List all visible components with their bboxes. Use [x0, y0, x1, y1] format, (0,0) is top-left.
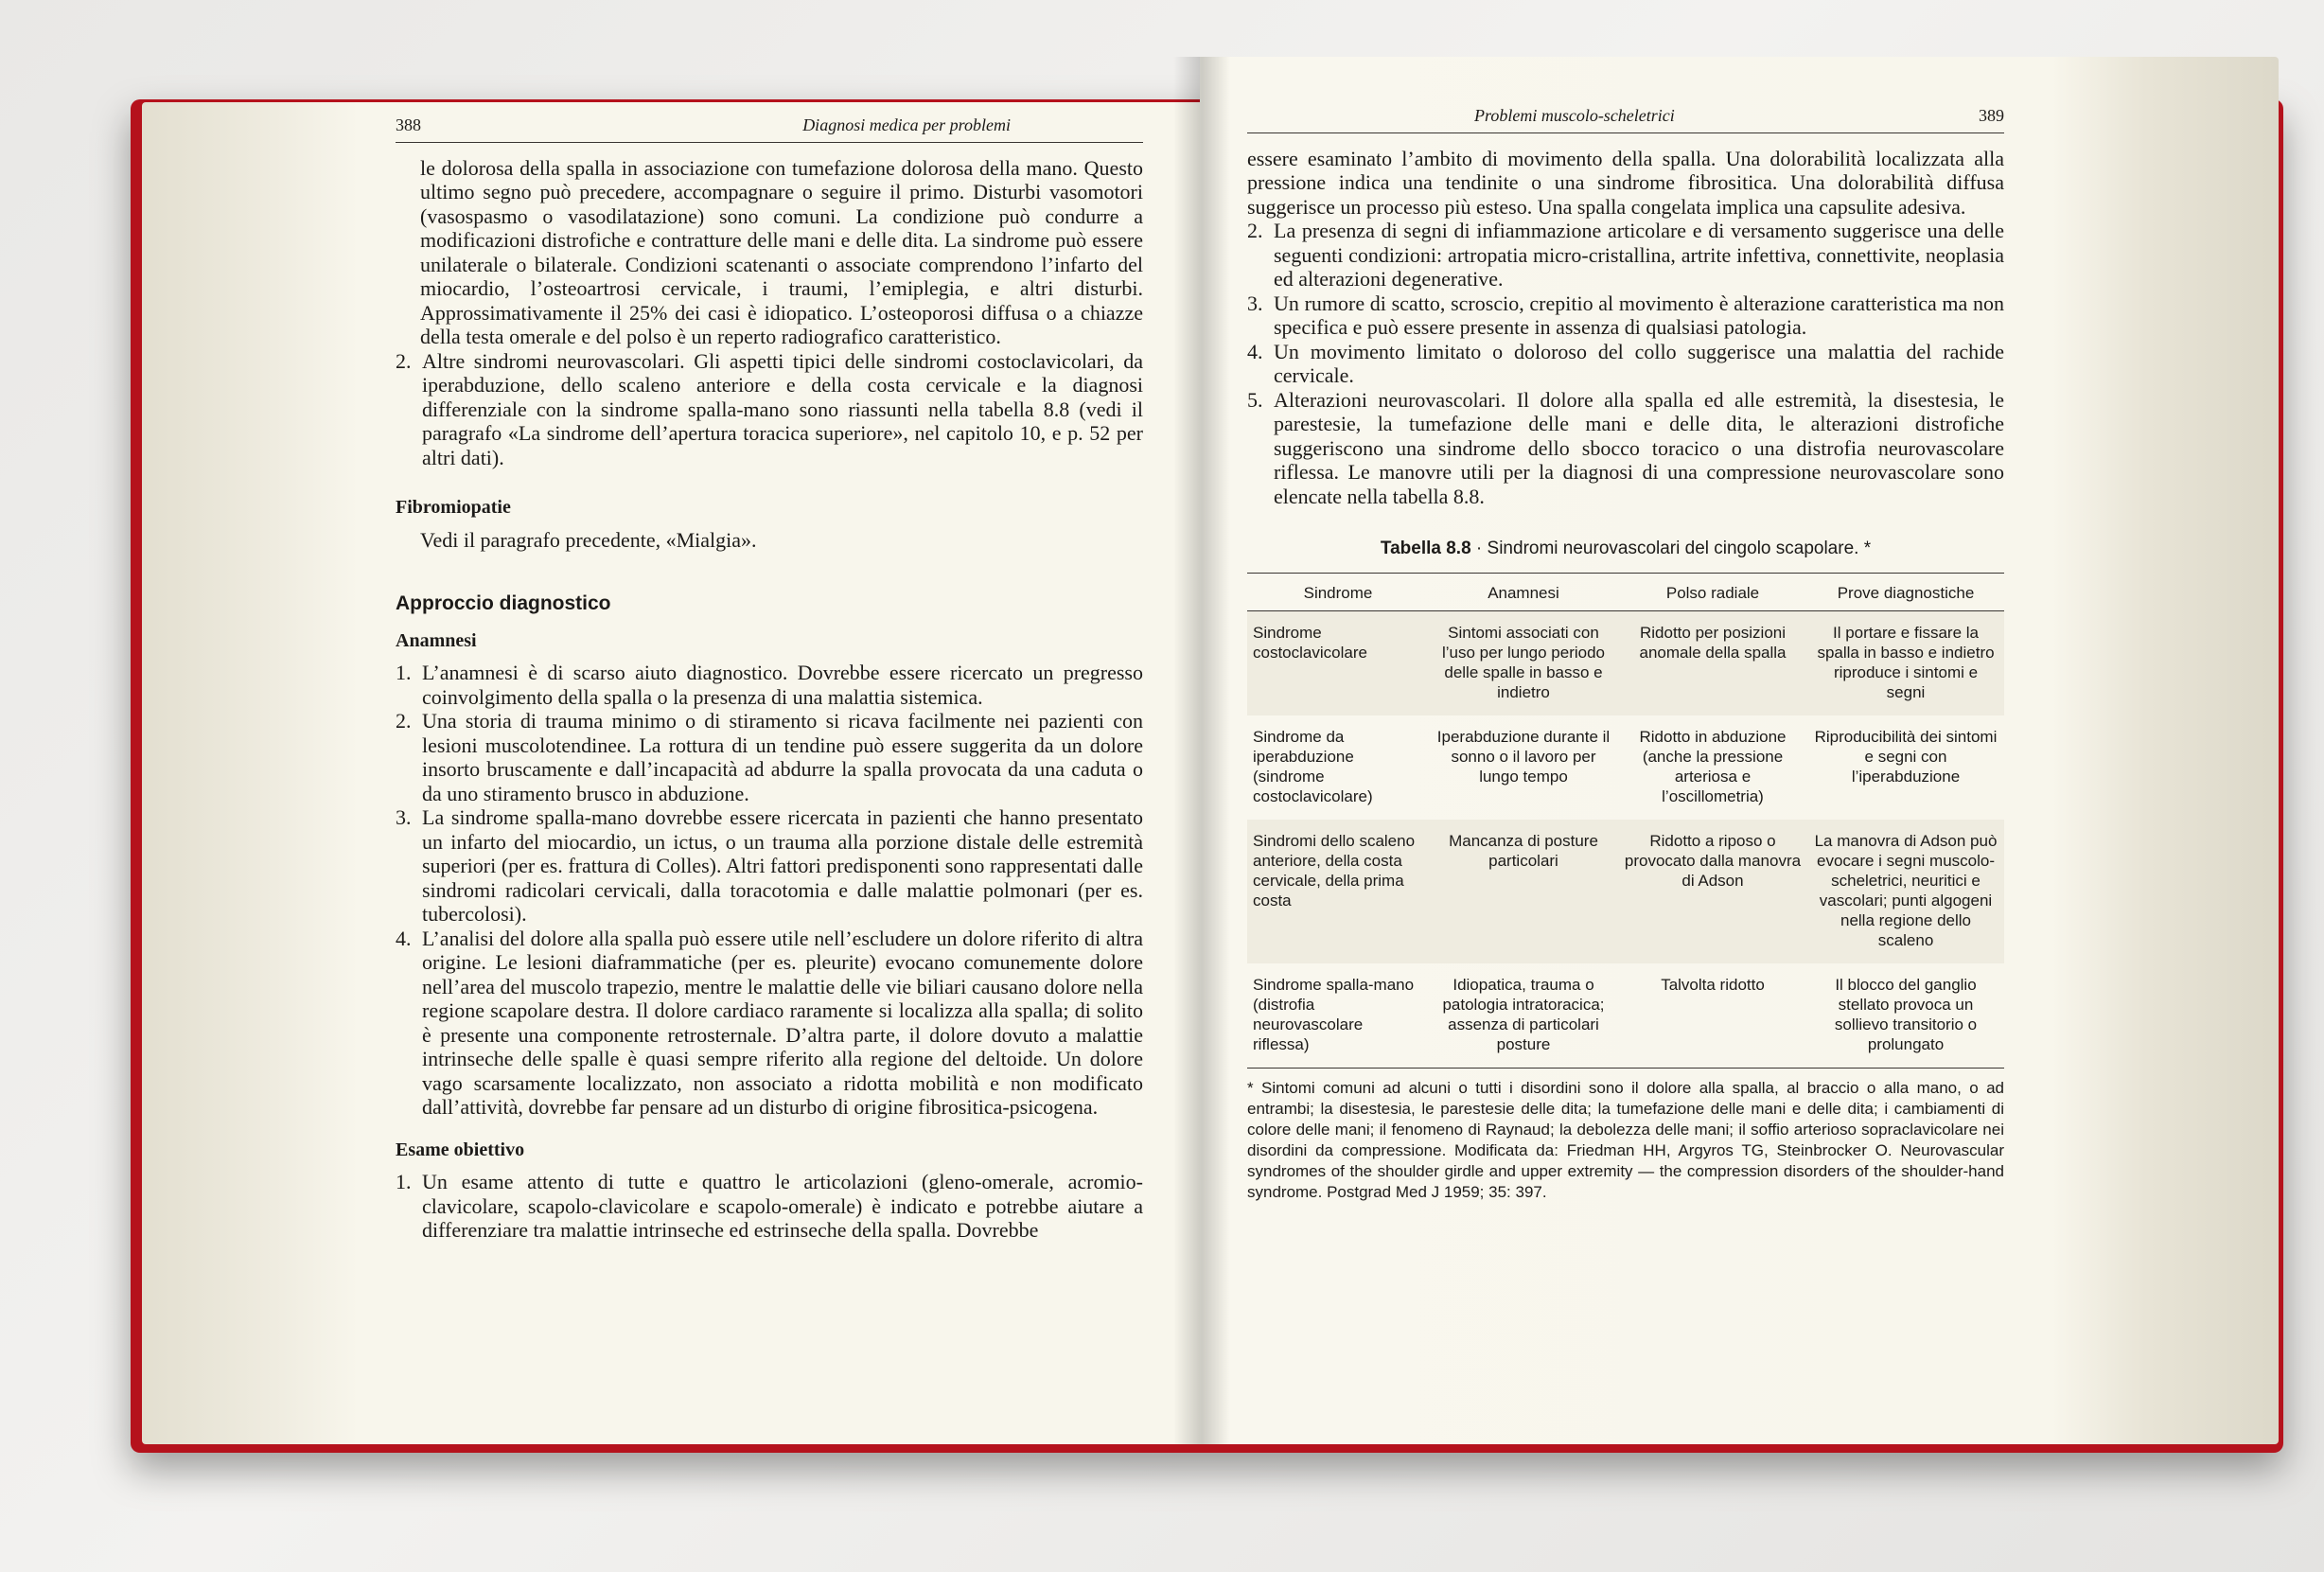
list-item: [1247, 388, 2004, 509]
right-running-head: [1247, 104, 2004, 133]
table-footnote: * Sintomi comuni ad alcuni o tutti i disordini sono il dolore alla spalla, al braccio o alla mano, o ad entrambi; la disestesia, le parestesie delle dita; la tumefazione delle mani e delle dita; i cambiamenti di colore delle mani; il fenomeno di Raynaud; la debolezza delle mani; il soffio arterioso sopraclavicolare nei disordini da compressione. Modificata da: Friedman HH, Argyros TG, Steinbrocker O. Neurovascular syndromes of the shoulder girdle and upper extremity — the compression disorders of the shoulder-hand syndrome. Postgrad Med J 1959; 35: 397.: [1247, 1078, 2004, 1201]
table-cell: Ridotto a riposo o provocato dalla manovra di Adson: [1618, 820, 1807, 963]
list-number: 1.: [396, 1170, 412, 1193]
list-number: 5.: [1247, 387, 1263, 412]
list-item: [1247, 291, 2004, 340]
table-label: Tabella 8.8: [1380, 539, 1471, 558]
left-running-head: [396, 114, 1143, 143]
page-number: 389: [1979, 106, 2004, 125]
subheading-esame: Esame obiettivo: [396, 1139, 525, 1160]
table-row: [1247, 820, 2004, 963]
list-item: [396, 927, 1143, 1120]
list-number: 4.: [1247, 339, 1263, 363]
table-row: [1247, 715, 2004, 820]
left-page: [396, 114, 1143, 1243]
section-heading: Approccio diagnostico: [396, 592, 611, 614]
list-number: 2.: [396, 709, 412, 733]
list-item: [1247, 340, 2004, 388]
table-cell: Iperabduzione durante il sonno o il lavoro per lungo tempo: [1436, 727, 1611, 786]
numbered-list: [396, 349, 1143, 470]
table-cell: Idiopatica, trauma o patologia intratoracica; assenza di particolari posture: [1429, 963, 1618, 1069]
table-caption-text: · Sindromi neurovascolari del cingolo scapolare. *: [1470, 539, 1872, 558]
list-text: La presenza di segni di infiammazione articolare e di versamento suggerisce una delle seguenti condizioni: artropatia micro-cristallina, artrite infettiva, connettivite, neoplasia ed alterazioni degenerative.: [1274, 219, 2004, 291]
table-cell: Il portare e fissare la spalla in basso e indietro riproduce i sintomi e segni: [1807, 610, 2004, 715]
opening-paragraph: essere esaminato l’ambito di movimento della spalla. Una dolorabilità localizzata alla pressione indica una tendinite o una sindrome fibrositica. Una dolorabilità diffusa suggerisce un processo più esteso. Una spalla congelata implica una capsulite adesiva.: [1247, 146, 2004, 219]
list-item: [396, 709, 1143, 805]
table-cell: La manovra di Adson può evocare i segni muscolo-scheletrici, neuritici e vascolari; punti algogeni nella regione dello scaleno: [1807, 820, 2004, 963]
opening-paragraph: le dolorosa della spalla in associazione con tumefazione dolorosa della mano. Questo ultimo segno può precedere, accompagnare o seguire il primo. Disturbi vasomotori (vasospasmo o vasodilatazione) sono comuni. La condizione può condurre a modificazioni distrofiche e contratture delle mani e delle dita. La sindrome può essere unilaterale o bilaterale. Condizioni scatenanti o associate comprendono l’infarto del miocardio, l’osteoartrosi cervicale, i traumi, l’emiplegia, e altri disturbi. Approssimativamente il 25% dei casi è idiopatico. L’osteoporosi diffusa o a chiazze della testa omerale e del polso è un reperto radiografico caratteristico.: [420, 155, 1143, 348]
table-cell: Talvolta ridotto: [1618, 963, 1807, 1069]
table-cell: Sindrome costoclavicolare: [1247, 610, 1429, 715]
list-number: 2.: [1247, 219, 1263, 242]
list-number: 1.: [396, 661, 412, 684]
table-cell: Sintomi associati con l’uso per lungo periodo delle spalle in basso e indietro: [1429, 610, 1618, 715]
table-row: [1247, 610, 2004, 715]
table-cell: Riproducibilità dei sintomi e segni con l’iperabduzione: [1814, 727, 1998, 786]
table-header-cell: Sindrome: [1247, 573, 1429, 610]
page-number: 388: [396, 115, 421, 134]
running-title: Diagnosi medica per problemi: [802, 115, 1011, 134]
table-header-row: [1247, 573, 2004, 610]
subheading-anamnesi: Anamnesi: [396, 629, 477, 651]
right-page: [1247, 104, 2004, 1203]
list-text: Un movimento limitato o doloroso del collo suggerisce una malattia del rachide cervicale.: [1274, 339, 2004, 387]
numbered-list: [1247, 219, 2004, 508]
syndromes-table: [1247, 573, 2004, 1069]
list-text: Alterazioni neurovascolari. Il dolore alla spalla ed alle estremità, la disestesia, le parestesie, la tumefazione delle mani e delle dita, le alterazioni distrofiche suggeriscono una sindrome dello sbocco toracico o una distrofia neurovascolare riflessa. Le manovre utili per la diagnosi di una compressione neurovascolare sono elencate nella tabella 8.8.: [1274, 387, 2004, 508]
esame-list: [396, 1170, 1143, 1243]
fibromiopatie-text: Vedi il paragrafo precedente, «Mialgia».: [420, 527, 757, 552]
table-cell: Mancanza di posture particolari: [1429, 820, 1618, 963]
anamnesi-list: [396, 661, 1143, 1120]
list-item: [396, 661, 1143, 709]
list-text: La sindrome spalla-mano dovrebbe essere ricercata in pazienti che hanno presentato un infarto del miocardio, un ictus, o un trauma alla porzione distale delle estremità superiori (per es. frattura di Colles). Altri fattori predisponenti sono rappresentati dalle sindromi radicolari cervicali, dalla toracotomia e dalle malattie polmonari (per es. tubercolosi).: [422, 805, 1143, 926]
table-caption: [1247, 537, 2004, 561]
table-cell: Sindrome da iperabduzione (sindrome costoclavicolare): [1253, 727, 1373, 805]
table-cell: Il blocco del ganglio stellato provoca un sollievo transitorio o prolungato: [1807, 963, 2004, 1069]
table-row: [1247, 963, 2004, 1069]
table-header-cell: Anamnesi: [1429, 573, 1618, 610]
subheading-fibromiopatie: Fibromiopatie: [396, 497, 511, 518]
book-gutter: [1173, 57, 1230, 1444]
list-item: [1247, 219, 2004, 291]
list-text: Una storia di trauma minimo o di stiramento si ricava facilmente nei pazienti con lesioni muscolotendinee. La rottura di un tendine può essere suggerita da un dolore insorto bruscamente e dall’incapacità ad abdurre la spalla provocata da una caduta o da uno stiramento brusco in abduzione.: [422, 709, 1143, 805]
running-title: Problemi muscolo-scheletrici: [1474, 106, 1675, 125]
list-text: Un rumore di scatto, scroscio, crepitio al movimento è alterazione caratteristica ma non specifica e può essere presente in assenza di qualsiasi patologia.: [1274, 291, 2004, 339]
table-header-cell: Prove diagnostiche: [1807, 573, 2004, 610]
table-cell: Sindrome spalla-mano (distrofia neurovascolare riflessa): [1247, 963, 1429, 1069]
list-number: 3.: [396, 805, 412, 829]
list-number: 4.: [396, 926, 412, 950]
table-header-cell: Polso radiale: [1618, 573, 1807, 610]
table-cell: Ridotto in abduzione (anche la pressione arteriosa e l’oscillometria): [1639, 727, 1787, 805]
list-item: [396, 805, 1143, 927]
list-text: L’analisi del dolore alla spalla può essere utile nell’escludere un dolore riferito di altra origine. Le lesioni diaframmatiche (per es. pleurite) evocano comunemente dolore nell’area del muscolo trapezio, mentre le malattie delle vie biliari causano dolore nella regione scapolare destra. Il dolore cardiaco raramente si localizza alla spalla; di solito è presente una componente retrosternale. D’altra parte, il dolore dovuto a malattie intrinseche delle spalle è quasi sempre riferito alla regione del deltoide. Un dolore vago scarsamente localizzato, non associato a ridotta mobilità e non modificato dall’attività, dovrebbe far pensare ad un disturbo di origine fibrositica-psicogena.: [422, 926, 1143, 1119]
list-number: 2.: [396, 348, 412, 373]
list-number: 3.: [1247, 291, 1263, 315]
list-item: [396, 1170, 1143, 1243]
list-item: [396, 349, 1143, 470]
list-text: Altre sindromi neurovascolari. Gli aspetti tipici delle sindromi costoclavicolari, da iperabduzione, dello scaleno anteriore e della costa cervicale e la diagnosi differenziale con la sindrome spalla-mano sono riassunti nella tabella 8.8 (vedi il paragrafo «La sindrome dell’apertura toracica superiore», nel capitolo 10, e p. 52 per altri dati).: [422, 348, 1143, 469]
list-text: L’anamnesi è di scarso aiuto diagnostico. Dovrebbe essere ricercato un pregresso coinvolgimento della spalla o la presenza di una malattia sistemica.: [422, 661, 1143, 709]
table-cell: Ridotto per posizioni anomale della spalla: [1618, 610, 1807, 715]
table-cell: Sindromi dello scaleno anteriore, della costa cervicale, della prima costa: [1247, 820, 1429, 963]
list-text: Un esame attento di tutte e quattro le articolazioni (gleno-omerale, acromio-clavicolare, scapolo-clavicolare e scapolo-omerale) è indicato e potrebbe aiutare a differenziare tra malattie intrinseche ed estrinseche della spalla. Dovrebbe: [422, 1170, 1143, 1242]
